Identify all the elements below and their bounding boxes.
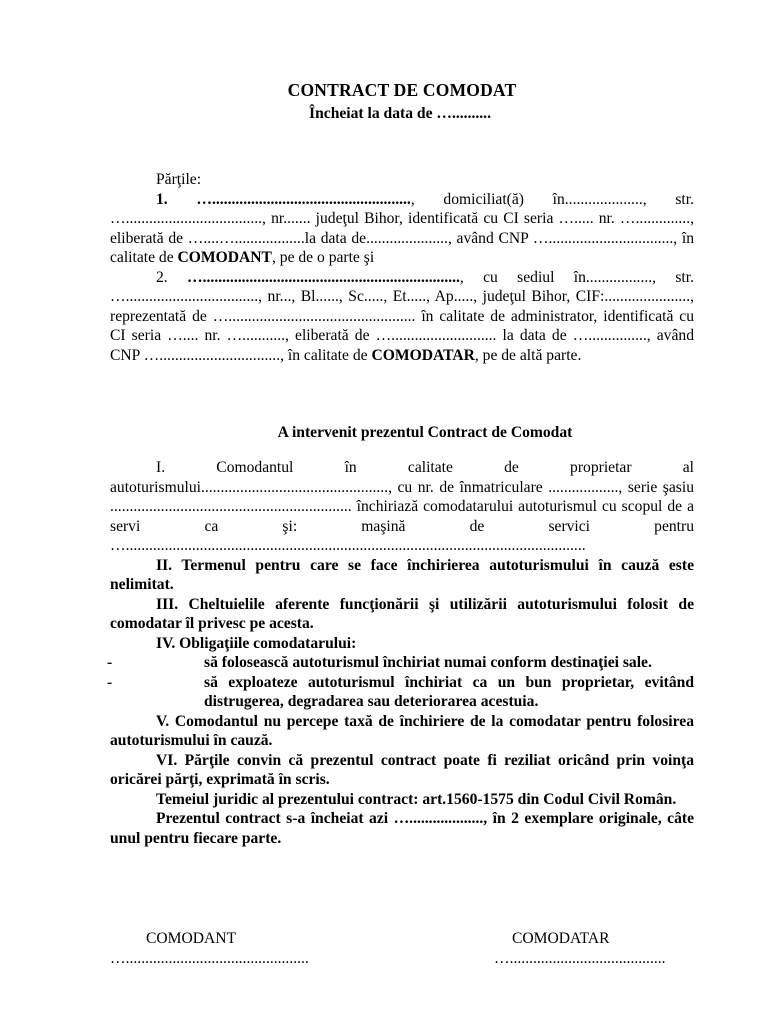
list-item [107,653,694,673]
intro-heading: A intervenit prezentul Contract de Comodat [277,424,573,441]
list-item-text: să exploateze autoturismul închiriat ca un bun proprietar, evitând distrugerea, degradarea sau deteriorarea acestuia. [204,673,694,710]
clause-3: III. Cheltuielile aferente funcţionării şi utilizării autoturismului folosit de comodatar îl privesc pe acesta. [110,595,694,632]
clause-2: II. Termenul pentru care se face închirierea autoturismului în cauză este nelimitat. [110,556,694,593]
party-2-number: 2. [156,268,168,286]
clause-4-list [107,653,694,712]
party-2 [110,268,694,366]
clause-4: IV. Obligaţiile comodatarului: [156,634,357,652]
party-1-number: 1. [156,190,168,208]
party-2-text-end: , pe de altă parte. [474,346,582,364]
document-subtitle: Încheiat la data de ….......... [309,105,491,122]
parties-section [110,170,694,365]
party-1-role: COMODANT [177,249,272,266]
party-1-text: , domiciliat(ă) în...................., str. …..................................., nr....... judeţul Bihor, identificată cu CI seria …..... nr. ….............., eliberată de …....…..................la data de....................., având CNP …................................, în calitate de [110,190,694,266]
signature-comodatar-label: COMODATAR [512,930,610,947]
document-title: CONTRACT DE COMODAT [287,80,517,100]
clauses-section [107,458,694,848]
party-1 [110,190,694,268]
signature-comodatar [494,930,666,968]
clause-6: VI. Părţile convin că prezentul contract poate fi reziliat oricând prin voinţa oricărei părţi, exprimată în scris. [110,751,694,788]
party-2-name-blank: ….................................................................. [187,268,460,286]
party-1-text-end: , pe de o parte şi [271,249,375,266]
list-item [107,673,694,712]
closing-statement: Prezentul contract s-a încheiat azi …..................., în 2 exemplare originale, câte unul pentru fiecare parte. [110,810,694,847]
dash-bullet: - [107,673,113,691]
parties-label: Părţile: [156,171,202,188]
dash-bullet: - [107,654,113,671]
signature-comodatar-line: …........................................ [494,950,666,967]
list-item-text: să folosească autoturismul închiriat numai conform destinaţiei sale. [204,654,652,671]
party-2-role: COMODATAR [371,346,475,364]
party-2-text: , cu sediul în................., str. ….................................., nr..., Bl......, Sc....., Et....., Ap....., judeţul Bihor, CIF:......................, reprezentată de …................................................ în calitate de administrator, identificată cu CI seria ….... nr. …..........., eliberată de …........................... la data de …..............., având CNP …..............................., în calitate de [110,268,694,364]
clause-5: V. Comodantul nu percepe taxă de închiriere de la comodatar pentru folosirea autoturismului în cauză. [110,712,694,749]
signature-comodant-line: …............................................... [110,950,309,967]
signature-comodant-label: COMODANT [146,930,237,947]
legal-basis: Temeiul juridic al prezentului contract: art.1560-1575 din Codul Civil Român. [156,790,677,808]
party-1-name-blank: …................................................... [196,190,411,208]
signature-comodant [110,930,309,968]
clause-1: I. Comodantul în calitate de proprietar al autoturismului................................................, cu nr. de înmatriculare .................., serie şasiu .............................................................. închiriază comodatarului autoturismul cu scopul de a servi ca şi: maşină de servici pentru …...................................................................................................................... [110,459,694,554]
